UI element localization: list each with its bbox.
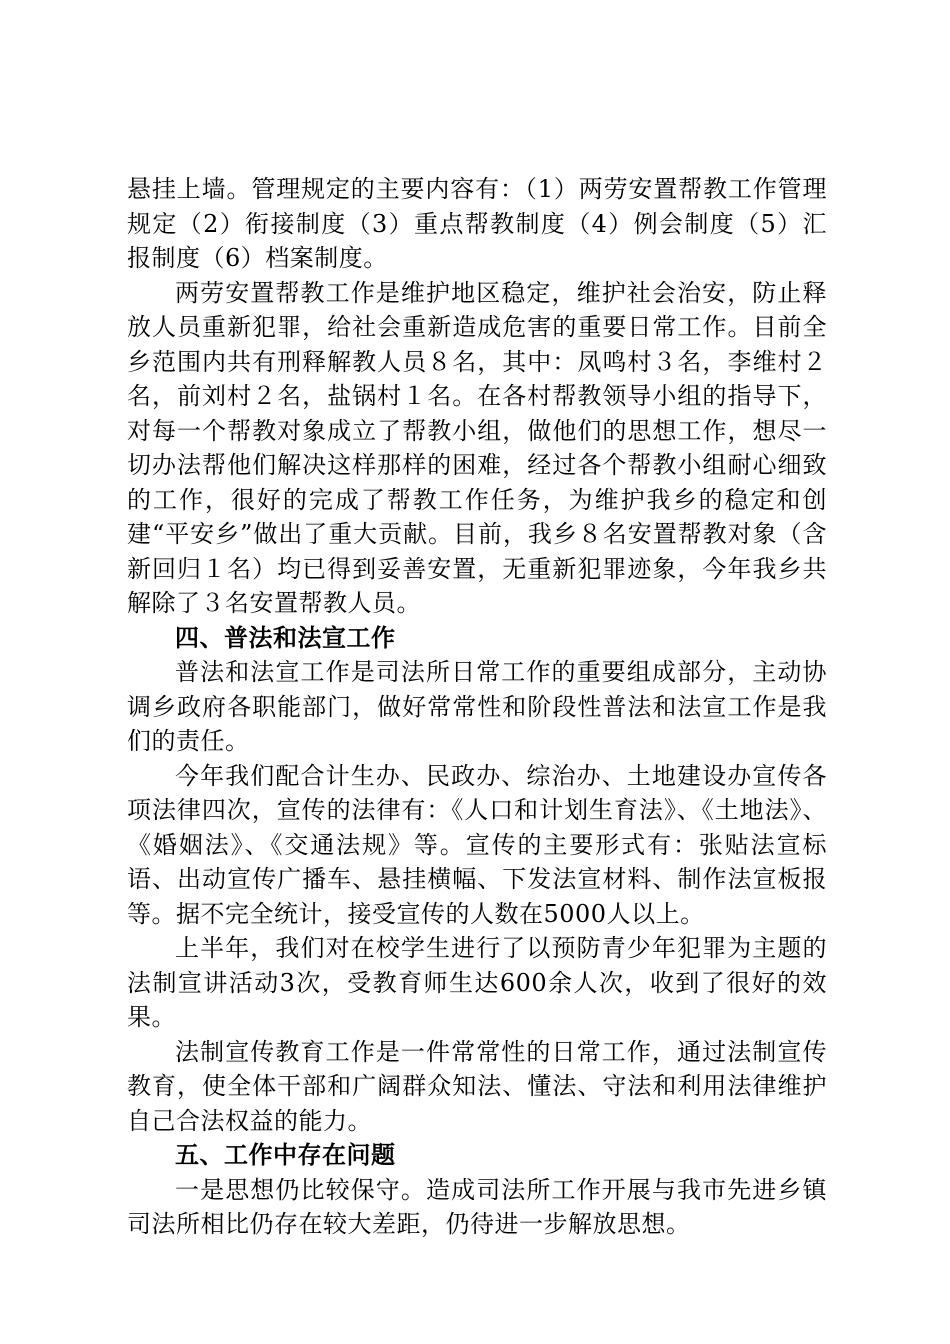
paragraph-legal-education-summary: 法制宣传教育工作是一件常常性的日常工作，通过法制宣传教育，使全体干部和广阔群众知法、懂法、守法和利用法律维护自己合法权益的能力。 [127,1037,827,1135]
paragraph-problem-conservative-thinking: 一是思想仍比较保守。造成司法所工作开展与我市先进乡镇司法所相比仍存在较大差距，仍待进一步解放思想。 [127,1175,827,1238]
document-body [127,172,827,1242]
paragraph-management-rules: 悬挂上墙。管理规定的主要内容有：（1）两劳安置帮教工作管理规定（2）衔接制度（3）重点帮教制度（4）例会制度（5）汇报制度（6）档案制度。 [127,175,827,272]
paragraph-student-education: 上半年，我们对在校学生进行了以预防青少年犯罪为主题的法制宣讲活动3次，受教育师生达600余人次，收到了很好的效果。 [127,934,827,1031]
section-heading-legal-publicity: 四、普法和法宣工作 [175,623,396,652]
paragraph-resettlement-work: 两劳安置帮教工作是维护地区稳定，维护社会治安，防止释放人员重新犯罪，给社会重新造成危害的重要日常工作。目前全乡范围内共有刑释解教人员８名，其中：凤鸣村３名，李维村２名，前刘村２名，盐锅村１名。在各村帮教领导小组的指导下，对每一个帮教对象成立了帮教小组，做他们的思想工作，想尽一切办法帮他们解决这样那样的困难，经过各个帮教小组耐心细致的工作，很好的完成了帮教工作任务，为维护我乡的稳定和创建“平安乡”做出了重大贡献。目前，我乡８名安置帮教对象（含新回归１名）均已得到妥善安置，无重新犯罪迹象，今年我乡共解除了３名安置帮教人员。 [127,278,827,617]
paragraph-legal-publicity-intro: 普法和法宣工作是司法所日常工作的重要组成部分，主动协调乡政府各职能部门，做好常常性和阶段性普法和法宣工作是我们的责任。 [127,658,827,755]
paragraph-legal-publicity-campaigns: 今年我们配合计生办、民政办、综治办、土地建设办宣传各项法律四次，宣传的法律有：《人口和计划生育法》、《土地法》、《婚姻法》、《交通法规》等。宣传的主要形式有：张贴法宣标语、出动宣传广播车、悬挂横幅、下发法宣材料、制作法宣板报等。据不完全统计，接受宣传的人数在5000人以上。 [127,761,827,928]
section-heading-existing-problems: 五、工作中存在问题 [175,1141,396,1169]
